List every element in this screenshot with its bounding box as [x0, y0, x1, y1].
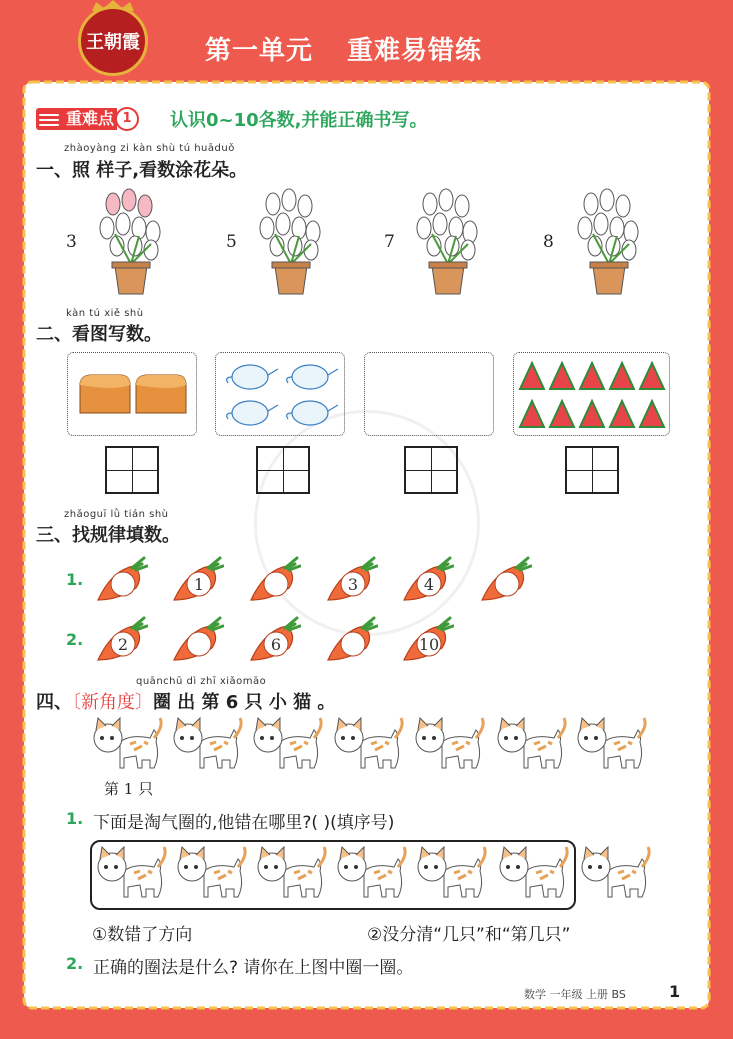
page-number: 1	[669, 982, 681, 1001]
kitten-icon[interactable]	[90, 716, 164, 776]
kitten-icon[interactable]	[170, 716, 244, 776]
q4-pinyin: quānchū dì zhī xiǎomāo	[136, 676, 267, 687]
carrot-number: 1	[193, 575, 205, 594]
flower-pot-icon[interactable]	[255, 186, 327, 298]
badge-number: 1	[115, 107, 139, 131]
teapot-icon	[222, 357, 340, 433]
flower-pot-icon[interactable]	[573, 186, 645, 298]
brand-logo: 王朝霞	[78, 6, 148, 76]
kitten-icon[interactable]	[254, 845, 328, 905]
first-cat-label: 第 1 只	[104, 780, 154, 798]
flower-pot-icon[interactable]	[412, 186, 484, 298]
q1-number: 5	[226, 232, 237, 252]
flower-pot-icon[interactable]	[95, 186, 167, 298]
q4-sub2-text: 正确的圈法是什么? 请你在上图中圈一圈。	[93, 958, 414, 978]
q2-pinyin: kàn tú xiě shù	[66, 308, 144, 319]
sub-label: 2.	[66, 630, 84, 649]
kitten-icon[interactable]	[412, 716, 486, 776]
key-point-text: 认识0~10各数,并能正确书写。	[170, 110, 428, 131]
kitten-icon[interactable]	[496, 845, 570, 905]
badge-label: 重难点	[62, 108, 117, 130]
q4-title: 四、〔新角度〕圈 出 第 6 只 小 猫 。	[36, 692, 336, 713]
q3-pinyin: zhǎoguī lǜ tián shù	[64, 509, 169, 520]
kitten-icon[interactable]	[174, 845, 248, 905]
kitten-icon[interactable]	[578, 845, 652, 905]
kitten-icon[interactable]	[494, 716, 568, 776]
watermelon-icon	[518, 359, 666, 431]
carrot-item	[398, 616, 454, 664]
carrot-item[interactable]	[322, 616, 378, 664]
picture-box-bread	[67, 352, 197, 436]
carrot-item[interactable]	[92, 556, 148, 604]
carrot-number: 6	[270, 635, 282, 654]
q1-pinyin: zhàoyàng zi kàn shù tú huāduǒ	[64, 143, 235, 154]
kitten-icon[interactable]	[334, 845, 408, 905]
answer-grid[interactable]	[256, 446, 310, 494]
carrot-number: 3	[347, 575, 359, 594]
picture-box-watermelon	[513, 352, 670, 436]
q1-title: 一、照 样子,看数涂花朵。	[36, 160, 248, 181]
carrot-item	[168, 556, 224, 604]
carrot-item	[92, 616, 148, 664]
carrot-item[interactable]	[476, 556, 532, 604]
picture-box-empty	[364, 352, 494, 436]
header	[0, 0, 733, 82]
sub-label: 1.	[66, 809, 84, 828]
carrot-number: 10	[418, 635, 440, 654]
sub-label: 1.	[66, 570, 84, 589]
answer-grid[interactable]	[105, 446, 159, 494]
q4-sub1-text: 下面是淘气圈的,他错在哪里?( )(填序号)	[93, 813, 395, 833]
bread-icon	[76, 371, 188, 417]
carrot-item	[322, 556, 378, 604]
carrot-item	[245, 616, 301, 664]
answer-grid[interactable]	[565, 446, 619, 494]
kitten-icon[interactable]	[574, 716, 648, 776]
carrot-number: 2	[117, 635, 129, 654]
q1-number: 8	[543, 232, 554, 252]
option-2[interactable]: ②没分清“几只”和“第几只”	[367, 925, 571, 945]
carrot-number: 4	[423, 575, 435, 594]
kitten-icon[interactable]	[331, 716, 405, 776]
q2-title: 二、看图写数。	[36, 324, 162, 345]
q1-number: 3	[66, 232, 77, 252]
carrot-item[interactable]	[245, 556, 301, 604]
kitten-icon[interactable]	[250, 716, 324, 776]
page-title: 第一单元 重难易错练	[205, 36, 483, 66]
new-angle-tag: 〔新角度〕	[72, 692, 153, 713]
q3-title: 三、找规律填数。	[36, 525, 180, 546]
q1-number: 7	[384, 232, 395, 252]
carrot-item[interactable]	[168, 616, 224, 664]
key-point-badge	[36, 107, 139, 131]
picture-box-teapots	[215, 352, 345, 436]
option-1[interactable]: ①数错了方向	[92, 925, 193, 945]
answer-grid[interactable]	[404, 446, 458, 494]
kitten-icon[interactable]	[414, 845, 488, 905]
sub-label: 2.	[66, 954, 84, 973]
kitten-icon[interactable]	[94, 845, 168, 905]
carrot-item	[398, 556, 454, 604]
stripes-icon	[36, 108, 62, 130]
footer-info: 数学 一年级 上册 BS	[524, 988, 626, 1001]
